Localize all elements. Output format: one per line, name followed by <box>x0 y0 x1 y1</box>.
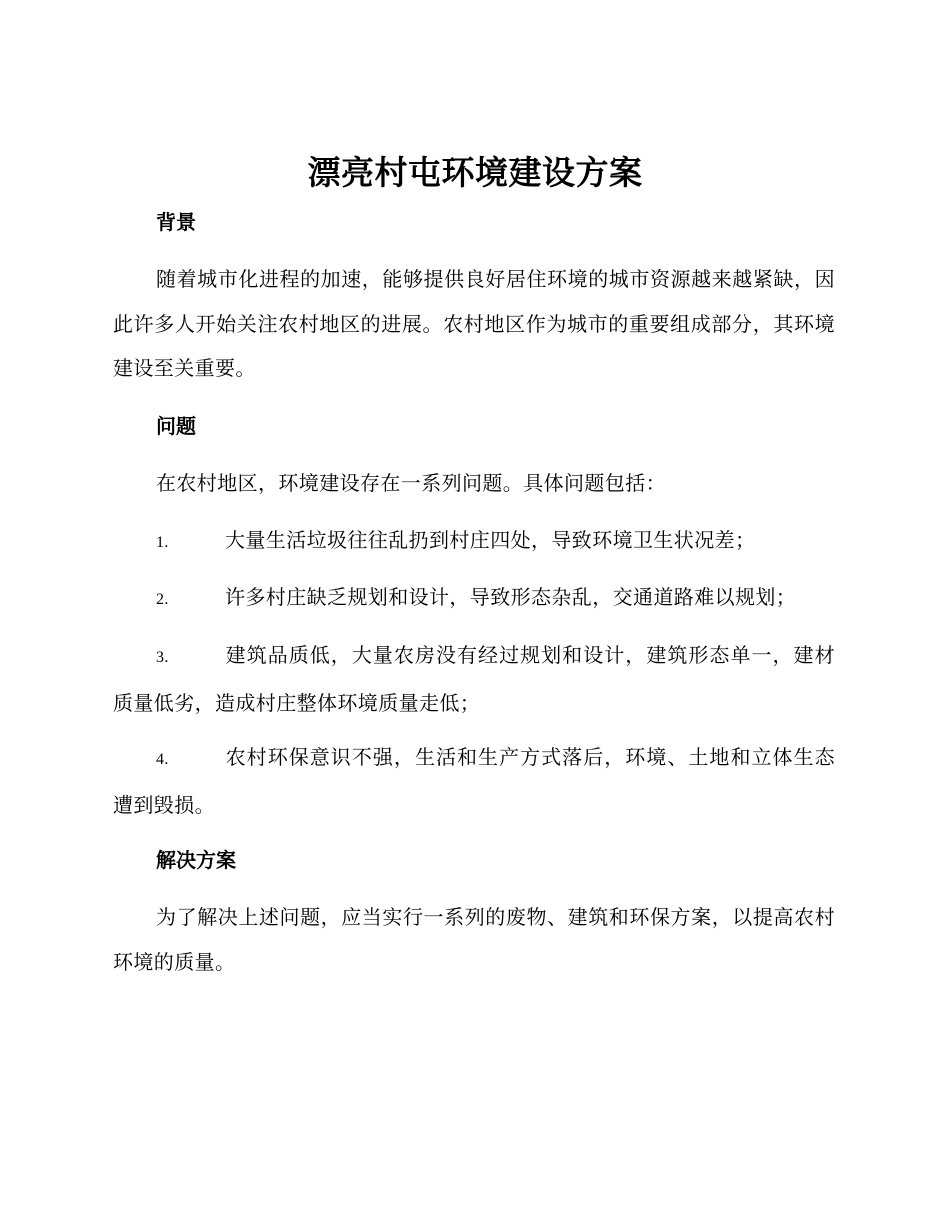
list-item <box>113 633 835 725</box>
document-title: 漂亮村屯环境建设方案 <box>307 153 643 192</box>
section-heading-background: 背景 <box>156 210 196 234</box>
list-item-text: 建筑品质低，大量农房没有经过规划和设计，建筑形态单一，建材质量低劣，造成村庄整体环境质量走低； <box>113 643 835 715</box>
list-item <box>113 575 835 623</box>
list-item-text: 许多村庄缺乏规划和设计，导致形态杂乱，交通道路难以规划； <box>225 585 797 609</box>
list-item-number: 1. <box>156 534 169 551</box>
section-heading-solutions: 解决方案 <box>156 848 236 872</box>
list-item-number: 4. <box>156 751 169 768</box>
list-item-number: 2. <box>156 591 169 608</box>
list-item <box>113 735 835 827</box>
list-item-text: 农村环保意识不强，生活和生产方式落后，环境、土地和立体生态遭到毁损。 <box>113 745 835 817</box>
paragraph-problems-intro: 在农村地区，环境建设存在一系列问题。具体问题包括： <box>156 471 666 495</box>
section-heading-problems: 问题 <box>156 414 196 438</box>
list-item-text: 大量生活垃圾往往乱扔到村庄四处，导致环境卫生状况差； <box>225 528 756 552</box>
list-item-number: 3. <box>156 649 169 666</box>
paragraph-solutions: 为了解决上述问题，应当实行一系列的废物、建筑和环保方案，以提高农村环境的质量。 <box>113 905 835 974</box>
paragraph-background: 随着城市化进程的加速，能够提供良好居住环境的城市资源越来越紧缺，因此许多人开始关注农村地区的进展。农村地区作为城市的重要组成部分，其环境建设至关重要。 <box>113 267 835 380</box>
list-item <box>113 518 835 566</box>
